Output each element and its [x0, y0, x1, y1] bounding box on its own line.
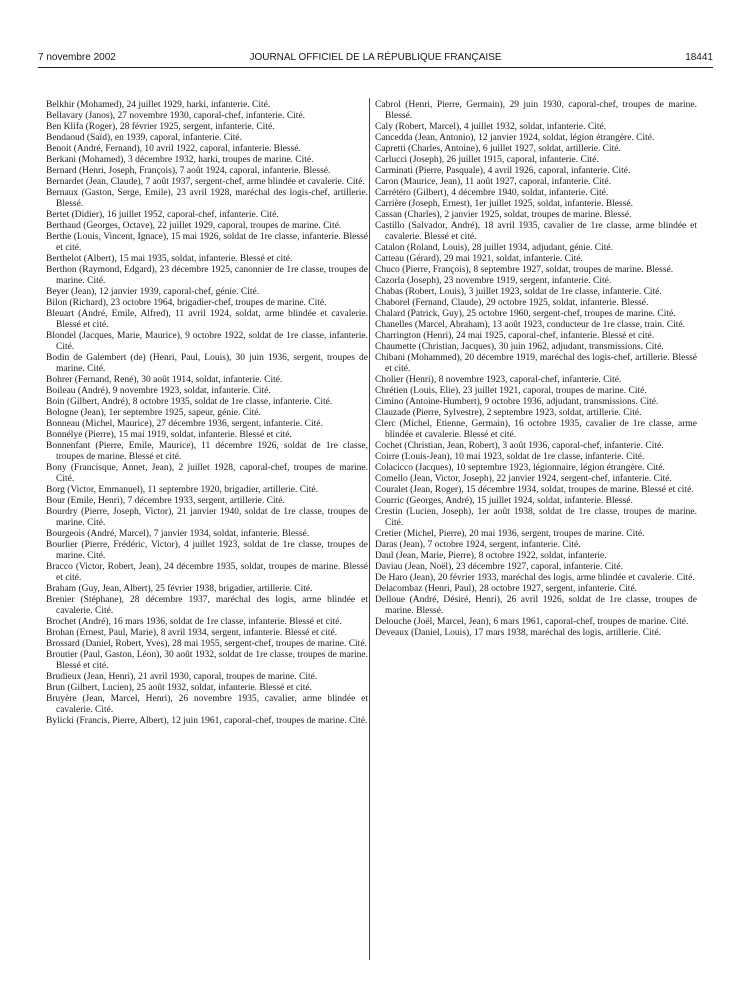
list-item: Berthaud (Georges, Octave), 22 juillet 1929, caporal, troupes de marine. Cité. [46, 221, 342, 231]
list-item: Cholier (Henri), 8 novembre 1923, caporal-chef, infanterie. Cité. [375, 375, 622, 385]
list-item: Charrington (Henri), 24 mai 1925, caporal-chef, infanterie. Blessé et cité. [375, 331, 655, 341]
list-item: Cassan (Charles), 2 janvier 1925, soldat, troupes de marine. Blessé. [375, 210, 632, 220]
list-item: Boin (Gilbert, André), 8 octobre 1935, soldat de 1re classe, infanterie. Cité. [46, 397, 333, 407]
list-item: Chalard (Patrick, Guy), 25 octobre 1960, sergent-chef, troupes de marine. Cité. [375, 309, 676, 319]
list-item: Cochet (Christian, Jean, Robert), 3 août 1936, caporal-chef, infanterie. Cité. [375, 441, 664, 451]
list-item: Berthon (Raymond, Edgard), 23 décembre 1925, canonnier de 1re classe, troupes de marine. Cité. [46, 265, 368, 286]
list-item: De Haro (Jean), 20 février 1933, maréchal des logis, arme blindée et cavalerie. Cité. [375, 573, 695, 583]
list-item: Bonneau (Michel, Maurice), 27 décembre 1936, sergent, infanterie. Cité. [46, 419, 323, 429]
list-item: Bernaux (Gaston, Serge, Emile), 23 avril 1928, maréchal des logis-chef, artillerie. Blessé. [46, 188, 368, 209]
list-item: Bologne (Jean), 1er septembre 1925, sapeur, génie. Cité. [46, 408, 261, 418]
list-item: Delloue (André, Désiré, Henri), 26 avril 1926, soldat de 1re classe, troupes de marine. Blessé. [375, 595, 697, 616]
list-item: Bour (Emile, Henri), 7 décembre 1933, sergent, artillerie. Cité. [46, 496, 285, 506]
left-column [46, 100, 368, 727]
list-item: Bonnenfant (Pierre, Emile, Maurice), 11 décembre 1926, soldat de 1re classe, troupes de marine. Blessé et cité. [46, 441, 368, 462]
list-item: Capretti (Charles, Antoine), 6 juillet 1927, soldat, artillerie. Cité. [375, 144, 621, 154]
list-item: Cabrol (Henri, Pierre, Germain), 29 juin 1930, caporal-chef, troupes de marine. Blessé. [375, 100, 697, 121]
list-item: Comello (Jean, Victor, Joseph), 22 janvier 1924, sergent-chef, infanterie. Cité. [375, 474, 672, 484]
list-item: Crestin (Lucien, Joseph), 1er août 1938, soldat de 1re classe, troupes de marine. Cité. [375, 507, 697, 528]
list-item: Borg (Victor, Emmanuel), 11 septembre 1920, brigadier, artillerie. Cité. [46, 485, 318, 495]
list-item: Colacicco (Jacques), 10 septembre 1923, légionnaire, légion étrangère. Cité. [375, 463, 665, 473]
list-item: Bylicki (Francis, Pierre, Albert), 12 juin 1961, caporal-chef, troupes de marine. Cité. [46, 716, 368, 726]
list-item: Berthe (Louis, Vincent, Ignace), 15 mai 1926, soldat de 1re classe, infanterie. Blessé et cité. [46, 232, 368, 253]
page-number: 18441 [685, 52, 713, 63]
list-item: Clerc (Michel, Etienne, Germain), 16 octobre 1935, cavalier de 1re classe, arme blindée et cavalerie. Blessé et cité. [375, 419, 697, 440]
list-item: Bourlier (Pierre, Frédéric, Victor), 4 juillet 1923, soldat de 1re classe, troupes de marine. Cité. [46, 540, 368, 561]
list-item: Bony (Francisque, Annet, Jean), 2 juillet 1928, caporal-chef, troupes de marine. Cité. [46, 463, 368, 484]
list-item: Coirre (Louis-Jean), 10 mai 1923, soldat de 1re classe, infanterie. Cité. [375, 452, 645, 462]
list-item: Bohrer (Fernand, René), 30 août 1914, soldat, infanterie. Cité. [46, 375, 283, 385]
list-item: Blondel (Jacques, Marie, Maurice), 9 octobre 1922, soldat de 1re classe, infanterie. Cité. [46, 331, 368, 352]
list-item: Carminati (Pierre, Pasquale), 4 avril 1926, caporal, infanterie. Cité. [375, 166, 631, 176]
right-column [375, 100, 697, 639]
list-item: Carrétéro (Gilbert), 4 décembre 1940, soldat, infanterie. Cité. [375, 188, 609, 198]
list-item: Cimino (Antoine-Humbert), 9 octobre 1936, adjudant, transmissions. Cité. [375, 397, 659, 407]
list-item: Catalon (Roland, Louis), 28 juillet 1934, adjudant, génie. Cité. [375, 243, 613, 253]
list-item: Catteau (Gérard), 29 mai 1921, soldat, infanterie. Cité. [375, 254, 583, 264]
list-item: Bertet (Didier), 16 juillet 1952, caporal-chef, infanterie. Cité. [46, 210, 279, 220]
list-item: Bourdry (Pierre, Joseph, Victor), 21 janvier 1940, soldat de 1re classe, troupes de marine. Cité. [46, 507, 368, 528]
issue-date: 7 novembre 2002 [38, 52, 116, 63]
list-item: Caly (Robert, Marcel), 4 juillet 1932, soldat, infanterie. Cité. [375, 122, 607, 132]
list-item: Clauzade (Pierre, Sylvestre), 2 septembre 1923, soldat, artillerie. Cité. [375, 408, 642, 418]
list-item: Caron (Maurice, Jean), 11 août 1927, caporal, infanterie. Cité. [375, 177, 612, 187]
list-item: Bellavary (Janos), 27 novembre 1930, caporal-chef, infanterie. Cité. [46, 111, 306, 121]
list-item: Broutier (Paul, Gaston, Léon), 30 août 1932, soldat de 1re classe, troupes de marine. Blessé et cité. [46, 650, 368, 671]
list-item: Daul (Jean, Marie, Pierre), 8 octobre 1922, soldat, infanterie. [375, 551, 607, 561]
list-item: Delouche (Joël, Marcel, Jean), 6 mars 1961, caporal-chef, troupes de marine. Cité. [375, 617, 689, 627]
list-item: Belkhir (Mohamed), 24 juillet 1929, harki, infanterie. Cité. [46, 100, 271, 110]
list-item: Daviau (Jean, Noël), 23 décembre 1927, caporal, infanterie. Cité. [375, 562, 623, 572]
list-item: Couralet (Jean, Roger), 15 décembre 1934, soldat, troupes de marine. Blessé et cité. [375, 485, 694, 495]
list-item: Chabas (Robert, Louis), 3 juillet 1923, soldat de 1re classe, infanterie. Cité. [375, 287, 662, 297]
list-item: Berthelot (Albert), 15 mai 1935, soldat, infanterie. Blessé et cité. [46, 254, 293, 264]
list-item: Chaborel (Fernand, Claude), 29 octobre 1925, soldat, infanterie. Blessé. [375, 298, 649, 308]
list-item: Beyer (Jean), 12 janvier 1939, caporal-chef, génie. Cité. [46, 287, 260, 297]
list-item: Daras (Jean), 7 octobre 1924, sergent, infanterie. Cité. [375, 540, 581, 550]
list-item: Brossard (Daniel, Robert, Yves), 28 mai 1955, sergent-chef, troupes de marine. Cité. [46, 639, 367, 649]
list-item: Ben Klifa (Roger), 28 février 1925, sergent, infanterie. Cité. [46, 122, 275, 132]
list-item: Cazorla (Joseph), 23 novembre 1919, sergent, infanterie. Cité. [375, 276, 612, 286]
list-item: Bernardet (Jean, Claude), 7 août 1937, sergent-chef, arme blindée et cavalerie. Cité. [46, 177, 365, 187]
list-item: Bodin de Galembert (de) (Henri, Paul, Louis), 30 juin 1936, sergent, troupes de marine. Cité. [46, 353, 368, 374]
list-item: Chrétien (Louis, Elie), 23 juillet 1921, caporal, troupes de marine. Cité. [375, 386, 647, 396]
list-item: Castillo (Salvador, André), 18 avril 1935, cavalier de 1re classe, arme blindée et cavalerie. Blessé et cité. [375, 221, 697, 242]
list-item: Boileau (André), 9 novembre 1923, soldat, infanterie. Cité. [46, 386, 271, 396]
list-item: Brun (Gilbert, Lucien), 25 août 1932, soldat, infanterie. Blessé et cité. [46, 683, 312, 693]
list-item: Bourgeois (André, Marcel), 7 janvier 1934, soldat, infanterie. Blessé. [46, 529, 310, 539]
list-item: Courric (Georges, André), 15 juillet 1924, soldat, infanterie. Blessé. [375, 496, 633, 506]
list-item: Chaumette (Christian, Jacques), 30 juin 1962, adjudant, transmissions. Cité. [375, 342, 664, 352]
list-item: Brudieux (Jean, Henri), 21 avril 1930, caporal, troupes de marine. Cité. [46, 672, 318, 682]
list-item: Bracco (Victor, Robert, Jean), 24 décembre 1935, soldat, troupes de marine. Blessé et cité. [46, 562, 368, 583]
list-item: Delacombaz (Henri, Paul), 28 octobre 1927, sergent, infanterie. Cité. [375, 584, 638, 594]
list-item: Chuco (Pierre, François), 8 septembre 1927, soldat, troupes de marine. Blessé. [375, 265, 674, 275]
header-rule [38, 67, 713, 68]
page-header [38, 52, 713, 66]
list-item: Benoit (André, Fernand), 10 avril 1922, caporal, infanterie. Blessé. [46, 144, 301, 154]
list-item: Brohan (Ernest, Paul, Marie), 8 avril 1934, sergent, infanterie. Blessé et cité. [46, 628, 338, 638]
list-item: Carrière (Joseph, Ernest), 1er juillet 1925, soldat, infanterie. Blessé. [375, 199, 634, 209]
list-item: Bendaoud (Saïd), en 1939, caporal, infanterie. Cité. [46, 133, 243, 143]
list-item: Deveaux (Daniel, Louis), 17 mars 1938, maréchal des logis, artillerie. Cité. [375, 628, 661, 638]
column-divider [369, 98, 370, 960]
list-item: Braham (Guy, Jean, Albert), 25 février 1938, brigadier, artillerie. Cité. [46, 584, 313, 594]
list-item: Berkani (Mohamed), 3 décembre 1932, harki, troupes de marine. Cité. [46, 155, 314, 165]
list-item: Brenier (Stéphane), 28 décembre 1937, maréchal des logis, arme blindée et cavalerie. Cité. [46, 595, 368, 616]
list-item: Cretier (Michel, Pierre), 20 mai 1936, sergent, troupes de marine. Cité. [375, 529, 645, 539]
list-item: Cancedda (Jean, Antonio), 12 janvier 1924, soldat, légion étrangère. Cité. [375, 133, 655, 143]
list-item: Bruyère (Jean, Marcel, Henri), 26 novembre 1935, cavalier, arme blindée et cavalerie. Cité. [46, 694, 368, 715]
list-item: Bleuart (André, Emile, Alfred), 11 avril 1924, soldat, arme blindée et cavalerie. Blessé et cité. [46, 309, 368, 330]
list-item: Brochet (André), 16 mars 1936, soldat de 1re classe, infanterie. Blessé et cité. [46, 617, 342, 627]
list-item: Carlucci (Joseph), 26 juillet 1915, caporal, infanterie. Cité. [375, 155, 599, 165]
list-item: Bonnélye (Pierre), 15 mai 1919, soldat, infanterie. Blessé et cité. [46, 430, 292, 440]
journal-title: JOURNAL OFFICIEL DE LA RÉPUBLIQUE FRANÇAISE [249, 52, 502, 63]
list-item: Bernard (Henri, Joseph, François), 7 août 1924, caporal, infanterie. Blessé. [46, 166, 331, 176]
list-item: Chibani (Mohammed), 20 décembre 1919, maréchal des logis-chef, artillerie. Blessé et cité. [375, 353, 697, 374]
list-item: Bilon (Richard), 23 octobre 1964, brigadier-chef, troupes de marine. Cité. [46, 298, 327, 308]
list-item: Chanelles (Marcel, Abraham), 13 août 1923, conducteur de 1re classe, train. Cité. [375, 320, 685, 330]
